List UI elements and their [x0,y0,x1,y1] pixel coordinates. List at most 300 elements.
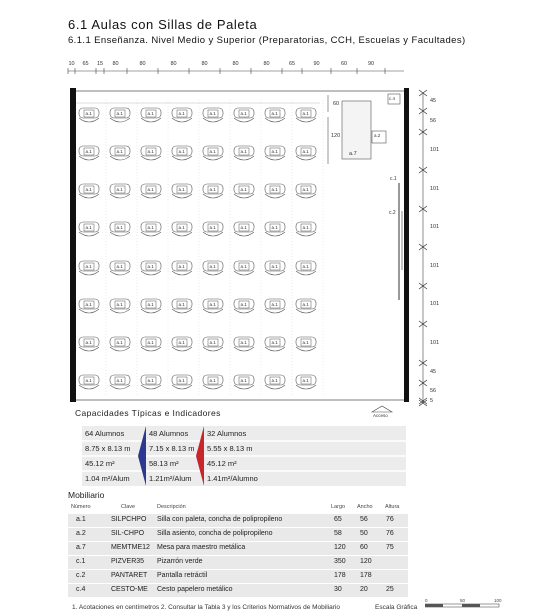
desk-label: a.1 [85,377,92,383]
teacher-chair [372,131,386,143]
desk-label: a.1 [209,301,216,307]
desk-label: a.1 [271,339,278,345]
furniture-title: Mobiliario [68,490,105,500]
desk-label-box [115,110,125,117]
right-dimension-label: 101 [430,185,440,192]
desk-label: a.1 [116,186,123,192]
furniture-cell-clave: SILPCHPO [111,516,147,523]
desk-chair [79,118,99,122]
scale-tick-50: 50 [460,598,466,603]
desk-label-box [115,224,125,231]
page-subtitle: 6.1.1 Enseñanza. Nivel Medio y Superior (Preparatorias, CCH, Escuelas y Facultades) [68,35,466,46]
furniture-row [68,570,408,583]
scale-label: Escala Gráfica [375,604,418,611]
capacities-title: Capacidades Típicas e Indicadores [75,408,221,418]
desk-label-box [301,339,311,346]
furniture-cell-num: a.2 [76,530,86,537]
desk-label: a.1 [116,148,123,154]
furniture-row [68,528,408,541]
header-numero: Número [71,504,91,510]
furniture-cell-ancho: 56 [360,516,368,523]
furniture-cell-num: c.4 [76,586,86,593]
desk-label-box [177,377,187,384]
desk-chair [265,271,285,275]
desk-label-box [239,224,249,231]
desk-chair [110,271,130,275]
furniture-cell-num: c.1 [76,558,86,565]
desk-chair [265,347,285,351]
cap-64-area: 45.12 m² [85,459,115,468]
desk-label-box [301,110,311,117]
desk-label: a.1 [116,224,123,230]
desk-chair [110,309,130,313]
header-altura: Altura [385,504,400,510]
desk-label-box [239,263,249,270]
desk-label-box [208,110,218,117]
desk-label-box [177,339,187,346]
desk-label: a.1 [147,339,154,345]
desk-label-box [84,263,94,270]
desk-label-box [270,110,280,117]
desk-label: a.1 [85,148,92,154]
desk-label: a.1 [116,263,123,269]
desk-label-box [301,186,311,193]
desk-label-box [208,301,218,308]
furniture-cell-desc: Silla con paleta, concha de polipropileno [157,516,283,523]
desk-label: a.1 [178,339,185,345]
desk-chair [296,271,316,275]
furniture-cell-clave: SIL-CHPO [111,530,145,537]
scale-tick-0: 0 [425,598,428,603]
furniture-cell-desc: Mesa para maestro metálica [157,544,246,551]
cap-64-ratio: 1.04 m²/Alum [85,474,130,483]
desk-label-box [177,301,187,308]
furniture-cell-desc: Silla asiento, concha de polipropileno [157,530,273,537]
desk-chair [110,385,130,389]
furniture-cell-num: a.7 [76,544,86,551]
desk-label-box [177,110,187,117]
desk-label: a.1 [116,110,123,116]
furniture-cell-clave: CESTO-ME [111,586,148,593]
desk-label: a.1 [271,186,278,192]
desk-chair [79,232,99,236]
desk-label-box [177,186,187,193]
desk-label: a.1 [302,110,309,116]
desk-label: a.1 [116,377,123,383]
desk-label-box [84,377,94,384]
desk-label-box [301,263,311,270]
furniture-cell-clave: PIZVER35 [111,558,145,565]
desk-chair [234,194,254,198]
cap-32-students: 32 Alumnos [207,429,247,438]
desk-label-box [208,148,218,155]
desk-chair [234,347,254,351]
desk-chair [296,232,316,236]
desk-chair [79,347,99,351]
top-dimension-label: 90 [367,61,375,67]
furniture-row [68,542,408,555]
graphic-scale [425,598,505,612]
top-dimension-label: 80 [201,61,208,67]
desk-chair [203,309,223,313]
furniture-cell-ancho: 50 [360,530,368,537]
desk-chair [110,156,130,160]
right-dimension-label: 101 [430,339,440,346]
desk-label: a.1 [147,110,154,116]
furniture-cell-desc: Pizarrón verde [157,558,203,565]
desk-chair [296,156,316,160]
furniture-cell-altura: 76 [386,530,394,537]
top-dimension-label: 10 [68,61,75,67]
desk-label-box [239,339,249,346]
header-largo: Largo [331,504,346,510]
desk-label-box [239,301,249,308]
desk-label-box [270,301,280,308]
dim-120-label: 120 [331,133,341,139]
furniture-cell-clave: MEMTME12 [111,544,150,551]
desk-label: a.1 [240,224,247,230]
furniture-cell-num: a.1 [76,516,86,523]
right-wall [404,88,409,402]
desk-chair [141,118,161,122]
desk-label: a.1 [147,224,154,230]
desk-label: a.1 [178,148,185,154]
cap-32-area: 45.12 m² [207,459,237,468]
desk-label-box [270,339,280,346]
desk-label-box [146,301,156,308]
bin-label: c.4 [389,96,396,101]
desk-chair [234,232,254,236]
right-dimension-label: 101 [430,301,440,307]
desk-label: a.1 [240,301,247,307]
access-icon [372,406,392,412]
desk-chair [172,309,192,313]
top-dimension-label: 80 [232,61,239,67]
desk-label-box [270,377,280,384]
desk-label: a.1 [209,263,216,269]
desk-label-box [146,263,156,270]
desk-chair [79,271,99,275]
right-dimension-label: 56 [430,388,437,394]
desk-label-box [301,148,311,155]
desk-label-box [146,148,156,155]
furniture-cell-altura: 75 [386,544,394,551]
desk-chair [296,347,316,351]
top-dimension-label: 65 [82,61,89,67]
desk-chair [141,347,161,351]
teacher-table [342,101,371,159]
desk-label-box [115,148,125,155]
desk-label-box [146,339,156,346]
desk-chair [110,194,130,198]
capacities-table [82,426,406,486]
desk-label-box [177,224,187,231]
top-dimension-label: 60 [340,61,348,67]
desk-label: a.1 [85,263,92,269]
desk-label: a.1 [240,263,247,269]
desk-chair [265,309,285,313]
desk-label: a.1 [271,148,278,154]
desk-label-box [208,339,218,346]
desk-chair [141,194,161,198]
desk-label: a.1 [178,377,185,383]
desk-chair [265,118,285,122]
desk-label: a.1 [85,339,92,345]
furniture-cell-ancho: 120 [360,558,372,565]
top-dimension-chain [0,60,542,70]
desk-label: a.1 [85,110,92,116]
header-descripcion: Descripción [157,504,186,510]
right-dimension-label: 5 [430,398,434,404]
desk-label: a.1 [271,224,278,230]
cap-48-size: 7.15 x 8.13 m [149,444,195,453]
desk-label-box [146,224,156,231]
desk-label-box [146,110,156,117]
desk-chair [110,118,130,122]
desk-label-box [115,263,125,270]
desk-label: a.1 [147,148,154,154]
cap-48-area: 58.13 m² [149,459,179,468]
furniture-cell-clave: PANTARET [111,572,148,579]
desk-label: a.1 [240,339,247,345]
desk-label: a.1 [147,263,154,269]
desk-chair [203,385,223,389]
cap-32-ratio: 1.41m²/Alumno [207,474,258,483]
desk-label: a.1 [178,110,185,116]
desk-chair [110,232,130,236]
right-dimension-label: 45 [430,98,437,104]
furniture-cell-ancho: 20 [360,586,368,593]
furniture-cell-ancho: 60 [360,544,368,551]
desk-label: a.1 [271,110,278,116]
desk-label-box [239,377,249,384]
top-dimension-label: 80 [112,61,119,67]
furniture-cell-largo: 30 [334,586,342,593]
desk-label-box [84,110,94,117]
desk-label: a.1 [240,377,247,383]
desk-label: a.1 [209,377,216,383]
desk-label: a.1 [85,301,92,307]
page-title: 6.1 Aulas con Sillas de Paleta [68,17,258,32]
desk-label: a.1 [302,224,309,230]
right-dimension-label: 101 [430,262,440,269]
access-label: Acceso [373,413,388,418]
desk-chair [79,309,99,313]
desk-chair [234,385,254,389]
screen-label: c.2 [389,210,396,216]
desk-chair [79,194,99,198]
desk-label: a.1 [302,377,309,383]
desk-chair [172,232,192,236]
right-dimension-label: 101 [430,147,440,153]
desk-label: a.1 [178,301,185,307]
desk-label: a.1 [302,339,309,345]
desk-chair [141,385,161,389]
desk-chair [172,194,192,198]
furniture-cell-ancho: 178 [360,572,372,579]
furniture-cell-num: c.2 [76,572,86,579]
desk-label: a.1 [116,301,123,307]
desk-label-box [146,377,156,384]
desk-label-box [84,148,94,155]
desk-chair [203,156,223,160]
scale-tick-100: 100 [494,598,502,603]
desk-label: a.1 [178,263,185,269]
furniture-cell-largo: 350 [334,558,346,565]
desk-label-box [208,263,218,270]
furniture-cell-largo: 58 [334,530,342,537]
desk-chair [172,271,192,275]
desk-label: a.1 [271,377,278,383]
furniture-row [68,514,408,527]
teacher-chair-label: a.2 [374,133,381,138]
desk-chair [172,385,192,389]
desk-chair [265,156,285,160]
desk-chair [172,118,192,122]
desk-label-box [239,110,249,117]
desk-label-box [84,301,94,308]
desk-label-box [270,224,280,231]
furniture-cell-largo: 65 [334,516,342,523]
desk-label-box [301,377,311,384]
desk-chair [203,271,223,275]
desk-chair [203,347,223,351]
desk-label: a.1 [302,301,309,307]
desk-label: a.1 [85,224,92,230]
left-wall [70,88,76,402]
desk-label: a.1 [178,186,185,192]
desk-chair [172,156,192,160]
furniture-cell-largo: 178 [334,572,346,579]
dim-60-label: 60 [333,101,340,107]
desk-chair [265,194,285,198]
desk-chair [110,347,130,351]
desk-chair [141,309,161,313]
desk-label: a.1 [116,339,123,345]
cap-64-students: 64 Alumnos [85,429,125,438]
desk-label-box [301,301,311,308]
desk-chair [234,309,254,313]
header-ancho: Ancho [357,504,373,510]
desk-chair [141,156,161,160]
desk-label: a.1 [302,148,309,154]
top-dimension-label: 80 [263,61,270,67]
furniture-row [68,556,408,569]
desk-chair [265,232,285,236]
desk-label-box [115,186,125,193]
desk-label-box [301,224,311,231]
desk-chair [79,156,99,160]
top-dimension-label: 15 [96,61,104,67]
right-dimension-label: 101 [430,224,440,230]
desk-chair [203,194,223,198]
footer-notes: 1. Acotaciones en centímetros 2. Consultar la Tabla 3 y los Criterios Normativos de Mobiliario [72,604,340,611]
cap-48-students: 48 Alumnos [149,429,189,438]
furniture-cell-largo: 120 [334,544,346,551]
desk-label-box [115,339,125,346]
desk-label: a.1 [209,186,216,192]
desk-label-box [208,224,218,231]
desk-label: a.1 [240,186,247,192]
top-dimension-label: 80 [139,61,146,67]
desk-chair [141,271,161,275]
desk-label: a.1 [147,377,154,383]
desk-label: a.1 [240,148,247,154]
desk-label-box [270,186,280,193]
top-dimension-label: 90 [313,61,320,67]
desk-chair [234,271,254,275]
desk-label: a.1 [271,263,278,269]
desk-label: a.1 [85,186,92,192]
desk-label-box [115,377,125,384]
desk-label-box [84,339,94,346]
desk-label: a.1 [147,186,154,192]
desk-label-box [177,148,187,155]
desk-label-box [239,148,249,155]
desk-label-box [208,186,218,193]
furniture-cell-desc: Cesto papelero metálico [157,586,233,593]
desk-label: a.1 [209,224,216,230]
desk-label: a.1 [209,148,216,154]
desk-label: a.1 [209,110,216,116]
desk-label-box [146,186,156,193]
desk-label: a.1 [147,301,154,307]
right-dimension-label: 45 [430,369,437,375]
desk-chair [234,118,254,122]
header-clave: Clave [121,504,136,510]
desk-label-box [84,224,94,231]
desk-label-box [208,377,218,384]
teacher-table-label: a.7 [349,151,357,157]
furniture-cell-desc: Pantalla retráctil [157,572,208,579]
desk-chair [141,232,161,236]
desk-label: a.1 [302,186,309,192]
desk-chair [296,385,316,389]
desk-label-box [84,186,94,193]
desk-chair [296,194,316,198]
desk-label-box [270,263,280,270]
cap-48-ratio: 1.21m²/Alum [149,474,192,483]
desk-chair [172,347,192,351]
top-dimension-label: 65 [288,61,296,67]
plan-lines [68,68,427,412]
furniture-row [68,584,408,597]
desk-chair [296,118,316,122]
cap-64-size: 8.75 x 8.13 m [85,444,131,453]
desk-label: a.1 [178,224,185,230]
bin [388,94,400,104]
desk-chair [79,385,99,389]
board-label: c.1 [390,176,397,182]
desk-label-box [115,301,125,308]
top-dimension-label: 80 [170,61,177,67]
desk-chair [265,385,285,389]
furniture-cell-altura: 25 [386,586,394,593]
furniture-cell-altura: 76 [386,516,394,523]
desk-label: a.1 [271,301,278,307]
desk-label: a.1 [209,339,216,345]
desk-label-box [239,186,249,193]
cap-32-size: 5.55 x 8.13 m [207,444,253,453]
desk-chair [203,232,223,236]
desk-chair [234,156,254,160]
desk-chair [203,118,223,122]
desk-label: a.1 [240,110,247,116]
desk-chair [296,309,316,313]
desk-label-box [270,148,280,155]
right-dimension-label: 56 [430,117,437,124]
desk-label: a.1 [302,263,309,269]
